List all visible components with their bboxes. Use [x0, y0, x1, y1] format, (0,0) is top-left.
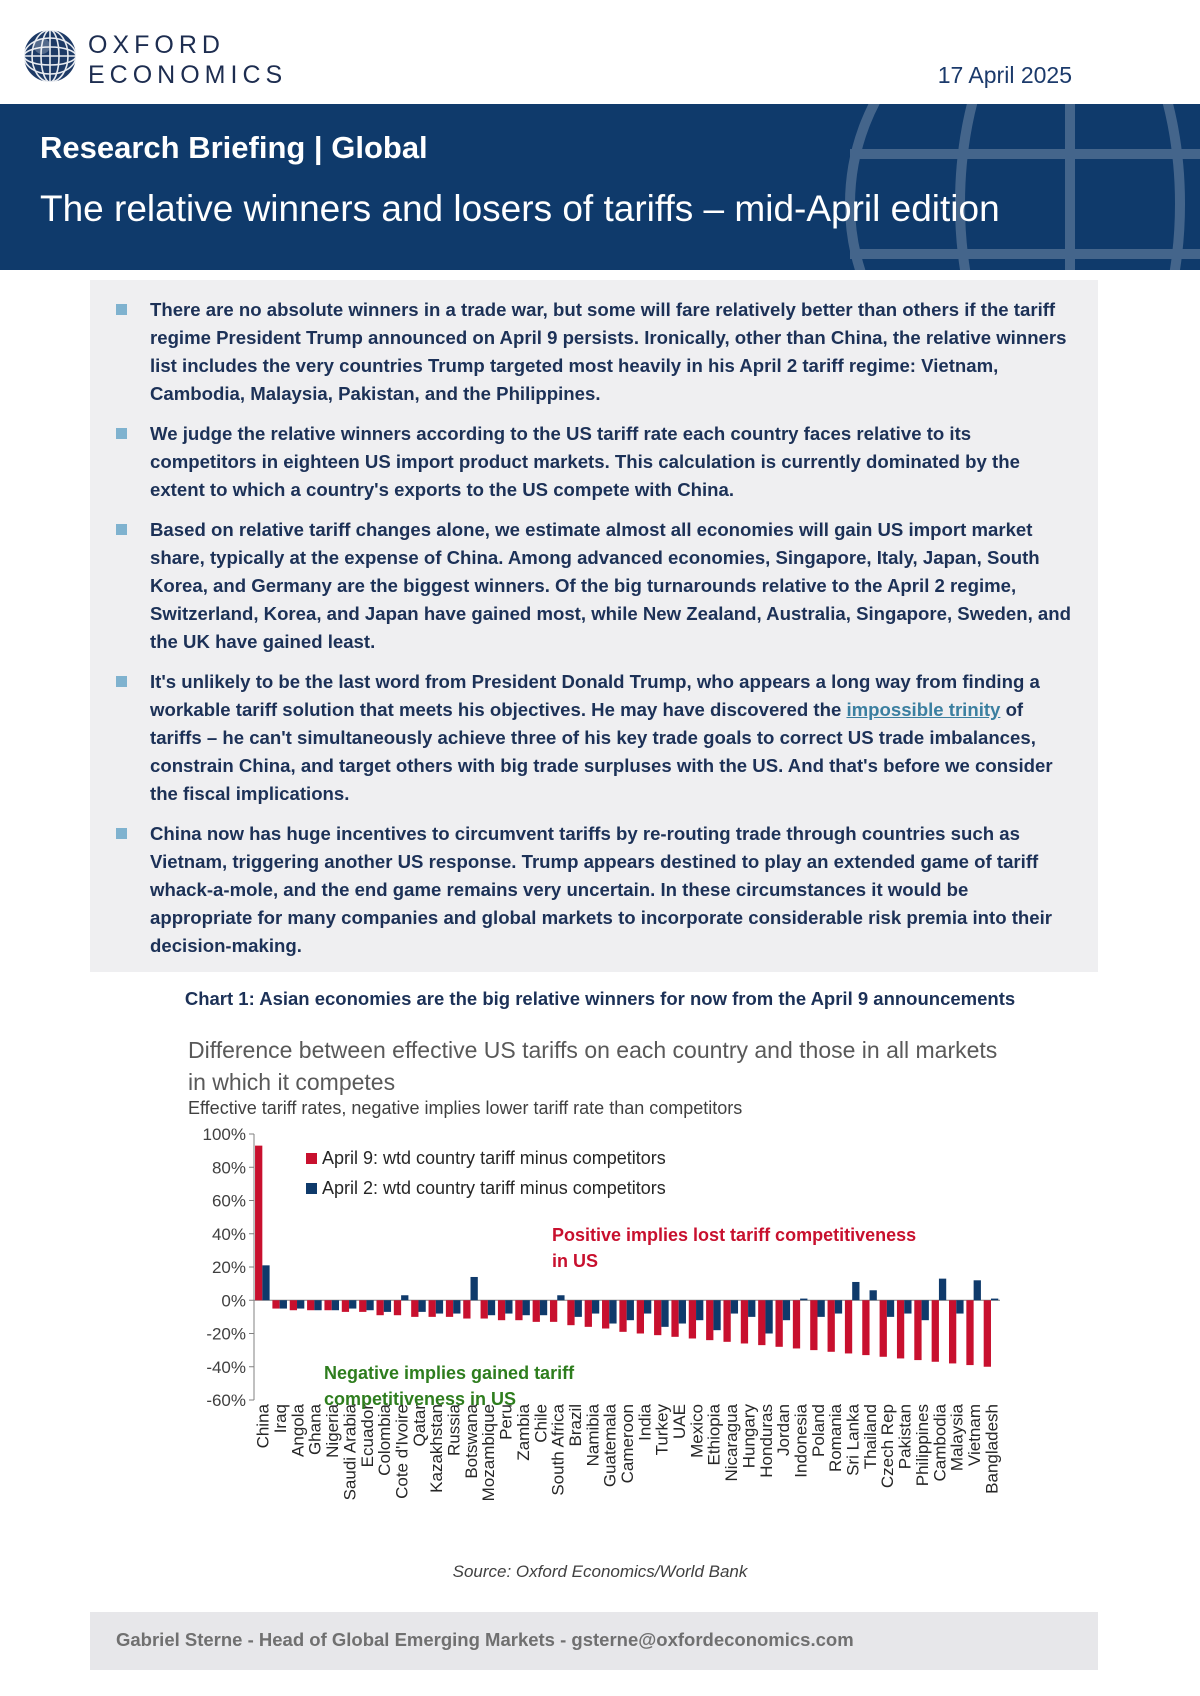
x-tick-label: Chile [531, 1404, 551, 1443]
tariff-bar-chart [150, 1120, 1030, 1550]
bar-april9 [585, 1300, 592, 1327]
bar-april2 [852, 1282, 859, 1300]
impossible-trinity-link[interactable]: impossible trinity [846, 699, 1001, 720]
bar-april2 [644, 1300, 651, 1313]
y-tick-label: 80% [211, 1158, 246, 1178]
bar-april2 [609, 1300, 616, 1323]
bar-april9 [706, 1300, 713, 1340]
bar-april9 [429, 1300, 436, 1317]
page-title: The relative winners and losers of tariffs – mid-April edition [40, 188, 1000, 229]
bar-april2 [748, 1300, 755, 1317]
publication-date: 17 April 2025 [937, 62, 1072, 88]
x-tick-label: Mozambique [479, 1404, 499, 1502]
bar-april2 [557, 1295, 564, 1300]
legend-swatch-april2 [306, 1183, 317, 1194]
bar-april2 [991, 1299, 998, 1301]
x-tick-label: Turkey [652, 1404, 672, 1456]
bar-april2 [696, 1300, 703, 1320]
x-tick-label: Cambodia [930, 1404, 950, 1482]
bar-april9 [394, 1300, 401, 1315]
x-tick-label: Philippines [912, 1404, 932, 1487]
summary-bullet: There are no absolute winners in a trade war, but some will fare relatively better than others if the tariff regime President Trump announced on April 9 persists. Ironically, other than China, the relative winners list includes the very countries Trump targeted most heavily in his April 2 tariff regime: Vietnam, Cambodia, Malaysia, Pakistan, and the Philippines. [150, 296, 1074, 408]
bar-april2 [592, 1300, 599, 1313]
bar-april2 [384, 1300, 391, 1312]
bar-april2 [418, 1300, 425, 1312]
x-tick-label: Thailand [860, 1404, 880, 1470]
bar-april2 [349, 1300, 356, 1308]
bar-april9 [880, 1300, 887, 1357]
bar-april2 [939, 1279, 946, 1301]
bar-april9 [758, 1300, 765, 1345]
bar-april2 [314, 1300, 321, 1310]
x-tick-label: Botswana [461, 1404, 481, 1479]
oxford-economics-logo [22, 28, 288, 89]
bar-april2 [870, 1290, 877, 1300]
bar-april9 [446, 1300, 453, 1317]
x-tick-label: Sri Lanka [843, 1404, 863, 1476]
y-tick-label: 100% [202, 1125, 246, 1144]
bar-april2 [453, 1300, 460, 1313]
bar-april2 [540, 1300, 547, 1315]
bar-april2 [887, 1300, 894, 1317]
bullet-square-icon [116, 828, 127, 839]
bar-april9 [272, 1300, 279, 1308]
bar-april9 [481, 1300, 488, 1318]
summary-box [90, 280, 1098, 972]
bar-april9 [550, 1300, 557, 1322]
x-tick-label: Hungary [739, 1404, 759, 1469]
x-tick-label: Saudi Arabia [340, 1404, 360, 1501]
x-tick-label: Brazil [565, 1404, 585, 1447]
x-tick-label: Ghana [305, 1404, 325, 1456]
x-tick-label: Namibia [583, 1404, 603, 1467]
annotation-negative: Negative implies gained tariff competitiveness in US [324, 1363, 575, 1409]
bar-april2 [661, 1300, 668, 1327]
bar-april2 [956, 1300, 963, 1313]
bar-april9 [845, 1300, 852, 1353]
bar-april9 [619, 1300, 626, 1332]
legend-swatch-april9 [306, 1153, 317, 1164]
bar-april2 [332, 1300, 339, 1310]
bar-april9 [793, 1300, 800, 1348]
bar-april9 [533, 1300, 540, 1322]
bar-april2 [262, 1265, 269, 1300]
chart-caption: Chart 1: Asian economies are the big relative winners for now from the April 9 announcements [184, 988, 1016, 1009]
bar-april9 [498, 1300, 505, 1320]
chart-source: Source: Oxford Economics/World Bank [452, 1562, 748, 1581]
y-tick-label: -40% [206, 1357, 246, 1377]
bar-april2 [523, 1300, 530, 1315]
bar-april9 [723, 1300, 730, 1342]
bar-april2 [488, 1300, 495, 1315]
bar-april9 [984, 1300, 991, 1367]
bar-april9 [567, 1300, 574, 1325]
bar-april2 [835, 1300, 842, 1313]
bullet-square-icon [116, 428, 127, 439]
bar-april9 [932, 1300, 939, 1362]
bar-april9 [862, 1300, 869, 1355]
bar-april2 [401, 1295, 408, 1300]
bullet-square-icon [116, 524, 127, 535]
bullet-square-icon [116, 304, 127, 315]
bar-april2 [817, 1300, 824, 1317]
bar-april9 [897, 1300, 904, 1358]
bar-april9 [914, 1300, 921, 1360]
summary-bullet: Based on relative tariff changes alone, we estimate almost all economies will gain US import market share, typically at the expense of China. Among advanced economies, Singapore, Italy, Japan, South Korea, and Germany are the biggest winners. Of the big turnarounds relative to the April 2 regime, Switzerland, Korea, and Japan have gained most, while New Zealand, Australia, Singapore, Sweden, and the UK have gained least. [150, 516, 1074, 656]
bar-april9 [411, 1300, 418, 1317]
bar-april9 [515, 1300, 522, 1320]
summary-bullet: It's unlikely to be the last word from President Donald Trump, who appears a long way from finding a workable tariff solution that meets his objectives. He may have discovered the impossible trinity of tariffs – he can't simultaneously achieve three of his key trade goals to correct US trade imbalances, constrain China, and target others with big trade surpluses with the US. And that's before we consider the fiscal implications. [150, 668, 1074, 808]
y-tick-label: 20% [211, 1258, 246, 1277]
bar-april9 [828, 1300, 835, 1352]
bar-april9 [689, 1300, 696, 1338]
bar-april9 [359, 1300, 366, 1312]
bar-april9 [637, 1300, 644, 1333]
bullet-square-icon [116, 676, 127, 687]
chart-title: Difference between effective US tariffs on each country and those in all markets in which it competes [188, 1037, 998, 1095]
x-tick-label: Nigeria [323, 1404, 343, 1458]
bar-april2 [922, 1300, 929, 1320]
summary-bullet: We judge the relative winners according to the US tariff rate each country faces relative to its competitors in eighteen US import product markets. This calculation is currently dominated by the extent to which a country's exports to the US compete with China. [150, 420, 1074, 504]
bar-april9 [307, 1300, 314, 1310]
x-tick-label: Ecuador [357, 1404, 377, 1468]
author-footer [90, 1612, 1098, 1670]
briefing-kicker: Research Briefing | Global [40, 130, 428, 165]
bar-april9 [255, 1146, 262, 1301]
x-tick-label: Mexico [687, 1404, 707, 1458]
x-tick-label: Jordan [774, 1404, 794, 1456]
x-tick-label: Angola [288, 1404, 308, 1457]
bar-april9 [671, 1300, 678, 1337]
x-tick-label: Zambia [513, 1404, 533, 1461]
x-tick-label: Romania [826, 1404, 846, 1473]
bar-april2 [731, 1300, 738, 1313]
legend-label-april9: April 9: wtd country tariff minus competitors [322, 1148, 666, 1168]
x-tick-label: South Africa [548, 1404, 568, 1496]
y-tick-label: 60% [211, 1191, 246, 1211]
x-tick-label: Russia [444, 1404, 464, 1456]
x-tick-label: Peru [496, 1404, 516, 1440]
bar-april2 [627, 1300, 634, 1320]
bar-april9 [949, 1300, 956, 1363]
bar-april9 [376, 1300, 383, 1315]
bar-april9 [324, 1300, 331, 1310]
y-tick-label: 0% [221, 1291, 246, 1311]
bar-april2 [974, 1280, 981, 1300]
x-tick-label: Cameroon [618, 1404, 637, 1484]
bar-april9 [810, 1300, 817, 1350]
x-tick-label: China [253, 1404, 273, 1449]
x-tick-label: Bangladesh [982, 1404, 1002, 1494]
x-tick-label: Nicaragua [722, 1404, 742, 1482]
x-tick-label: Vietnam [964, 1404, 984, 1467]
bar-april2 [505, 1300, 512, 1313]
bar-april2 [366, 1300, 373, 1310]
bar-april2 [800, 1299, 807, 1301]
bar-april9 [741, 1300, 748, 1343]
bar-april2 [713, 1300, 720, 1330]
x-tick-label: Qatar [409, 1404, 429, 1447]
logo-word-economics: ECONOMICS [88, 61, 288, 89]
bar-april2 [783, 1300, 790, 1320]
bar-april9 [776, 1300, 783, 1347]
x-tick-label: Honduras [756, 1404, 776, 1478]
x-tick-label: Czech Rep [878, 1404, 898, 1489]
x-tick-label: Ethiopia [704, 1404, 724, 1466]
chart-subtitle: Effective tariff rates, negative implies lower tariff rate than competitors [188, 1098, 743, 1118]
bar-april9 [966, 1300, 973, 1365]
x-tick-label: Indonesia [791, 1404, 811, 1478]
annotation-positive: Positive implies lost tariff competitiveness in US [552, 1225, 917, 1271]
x-tick-label: Malaysia [947, 1404, 967, 1472]
bar-april9 [654, 1300, 661, 1335]
y-tick-label: 40% [211, 1224, 246, 1244]
bar-april9 [342, 1300, 349, 1312]
bar-april2 [280, 1300, 287, 1308]
x-tick-label: Cote d'Ivoire [392, 1404, 412, 1499]
x-tick-label: Guatemala [600, 1404, 620, 1488]
bar-april2 [436, 1300, 443, 1313]
title-banner [0, 104, 1200, 270]
x-tick-label: Pakistan [895, 1404, 915, 1470]
x-tick-label: Iraq [271, 1404, 291, 1434]
y-tick-label: -60% [206, 1391, 246, 1410]
y-tick-label: -20% [206, 1324, 246, 1344]
banner-globe-decoration [810, 104, 1200, 270]
bar-april2 [575, 1300, 582, 1317]
bar-april2 [904, 1300, 911, 1313]
x-tick-label: Kazakhstan [427, 1404, 447, 1493]
x-tick-label: Poland [808, 1404, 828, 1457]
legend-label-april2: April 2: wtd country tariff minus competitors [322, 1178, 666, 1198]
summary-bullet: China now has huge incentives to circumvent tariffs by re-routing trade through countries such as Vietnam, triggering another US response. Trump appears destined to play an extended game of tariff whack-a-mole, and the end game remains very uncertain. In these circumstances it would be appropriate for many companies and global markets to incorporate considerable risk premia into their decision-making. [150, 820, 1074, 960]
bar-april9 [602, 1300, 609, 1328]
bar-april2 [765, 1300, 772, 1333]
bar-april9 [290, 1300, 297, 1310]
x-tick-label: Colombia [375, 1404, 395, 1476]
bar-april2 [297, 1300, 304, 1308]
x-tick-label: India [635, 1404, 655, 1441]
x-tick-label: UAE [670, 1404, 690, 1439]
globe-icon [22, 28, 78, 84]
logo-word-oxford: OXFORD [88, 31, 225, 59]
bar-april9 [463, 1300, 470, 1318]
bar-april2 [471, 1277, 478, 1300]
author-line: Gabriel Sterne - Head of Global Emerging Markets - gsterne@oxfordeconomics.com [116, 1629, 854, 1650]
bar-april2 [679, 1300, 686, 1323]
